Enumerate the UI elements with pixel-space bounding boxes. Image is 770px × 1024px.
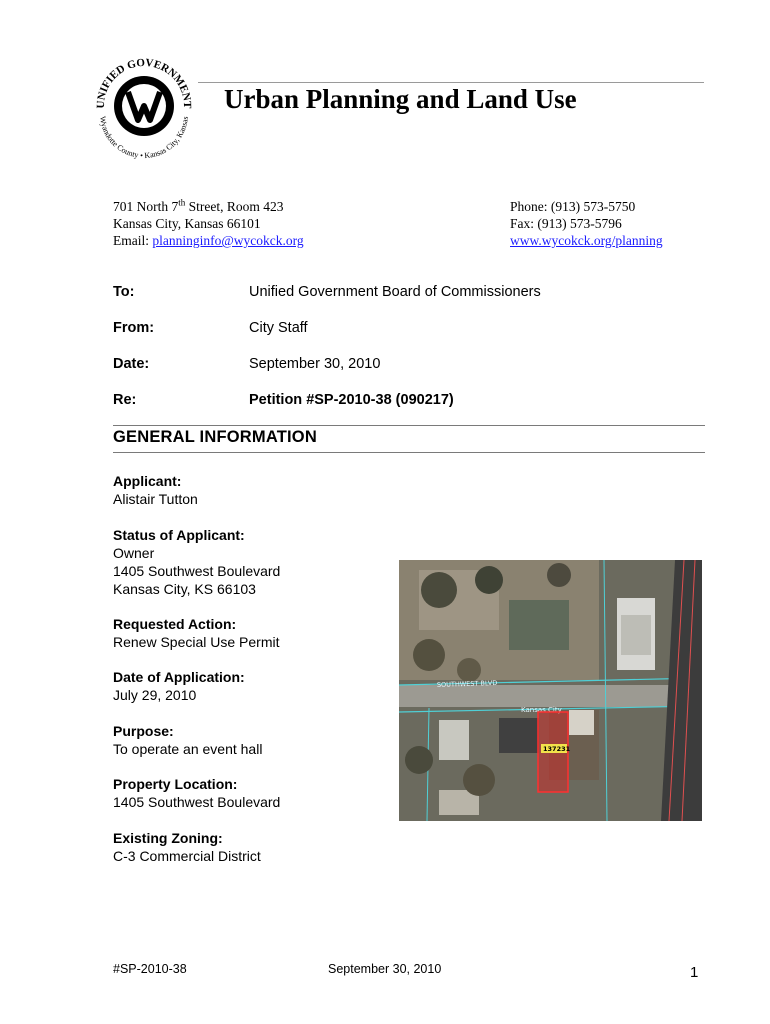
field-label: Date of Application: [113, 669, 245, 685]
page-number: 1 [690, 964, 699, 981]
requested-action-field [113, 615, 280, 651]
field-value: Kansas City, KS 66103 [113, 581, 256, 597]
field-label: Purpose: [113, 723, 174, 739]
svg-text:SOUTHWEST BLVD: SOUTHWEST BLVD [436, 678, 498, 689]
field-label: Existing Zoning: [113, 830, 223, 846]
applicant-field [113, 472, 198, 508]
email-line: Email: planninginfo@wycokck.org [113, 233, 304, 248]
field-value: Renew Special Use Permit [113, 634, 280, 650]
date-value: September 30, 2010 [249, 356, 381, 372]
city-line: Kansas City, Kansas 66101 [113, 216, 261, 231]
from-value: City Staff [249, 320, 308, 336]
office-contact [510, 198, 663, 249]
field-label: Property Location: [113, 776, 238, 792]
field-value: Owner [113, 545, 155, 561]
to-value: Unified Government Board of Commissioners [249, 284, 541, 300]
page-title: Urban Planning and Land Use [224, 84, 577, 114]
to-label: To: [113, 284, 135, 300]
section-rule-top [113, 425, 705, 426]
website-link[interactable]: www.wycokck.org/planning [510, 233, 663, 248]
field-value: To operate an event hall [113, 741, 263, 757]
office-address [113, 198, 304, 249]
re-value: Petition #SP-2010-38 (090217) [249, 392, 454, 408]
aerial-map [399, 560, 702, 821]
re-label: Re: [113, 392, 137, 408]
svg-text:Wyandotte County • Kansas City: Wyandotte County • Kansas City, Kansas [97, 115, 190, 161]
existing-zoning-field [113, 829, 261, 865]
field-value: Alistair Tutton [113, 491, 198, 507]
section-rule-bottom [113, 452, 705, 453]
date-label: Date: [113, 356, 150, 372]
phone-line: Phone: (913) 573-5750 [510, 199, 636, 214]
purpose-field [113, 722, 262, 758]
svg-text:UNIFIED GOVERNMENT: UNIFIED GOVERNMENT [94, 56, 194, 109]
unified-government-logo [84, 44, 204, 164]
field-label: Status of Applicant: [113, 527, 245, 543]
field-value: C-3 Commercial District [113, 848, 261, 864]
date-of-application-field [113, 668, 245, 704]
svg-text:137231: 137231 [543, 745, 571, 753]
section-heading: GENERAL INFORMATION [113, 428, 317, 446]
field-label: Applicant: [113, 473, 182, 489]
status-of-applicant-field [113, 526, 280, 598]
field-value: 1405 Southwest Boulevard [113, 563, 281, 579]
svg-text:Kansas City: Kansas City [521, 706, 562, 714]
footer-petition: #SP-2010-38 [113, 962, 187, 976]
footer-date: September 30, 2010 [328, 962, 442, 976]
header-rule [198, 82, 704, 83]
field-label: Requested Action: [113, 616, 237, 632]
email-link[interactable]: planninginfo@wycokck.org [152, 233, 304, 248]
field-value: 1405 Southwest Boulevard [113, 794, 281, 810]
field-value: July 29, 2010 [113, 687, 197, 703]
from-label: From: [113, 320, 155, 336]
fax-line: Fax: (913) 573-5796 [510, 216, 622, 231]
property-location-field [113, 775, 280, 811]
street-address: 701 North 7th Street, Room 423 [113, 197, 284, 214]
